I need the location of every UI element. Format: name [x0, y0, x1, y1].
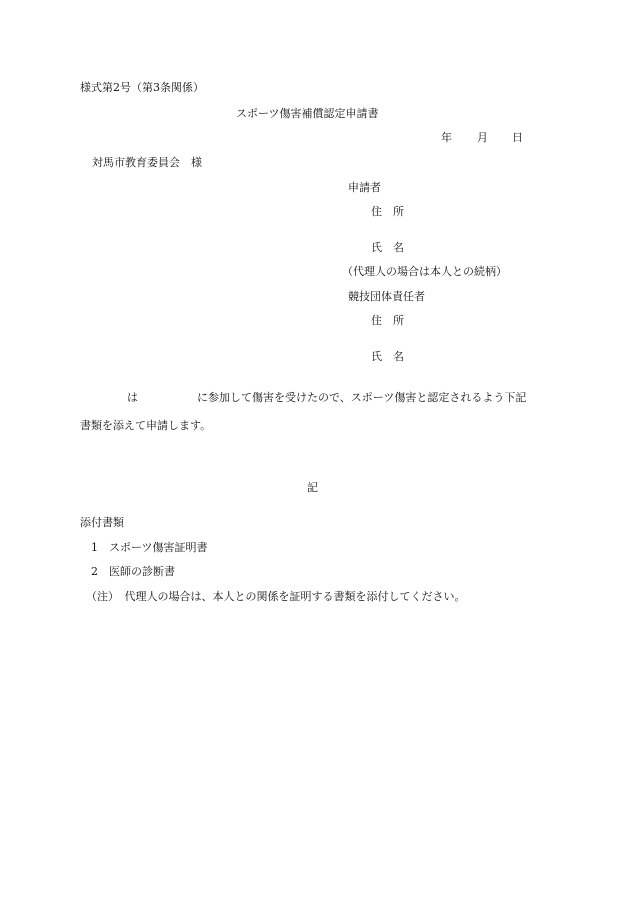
applicant-heading: 申請者 — [348, 181, 381, 194]
addressee: 対馬市教育委員会 様 — [92, 156, 202, 169]
organization-heading: 競技団体責任者 — [348, 290, 425, 303]
attachments-note: （注） 代理人の場合は、本人との関係を証明する書類を添付してください。 — [86, 590, 466, 603]
date-year-label: 年 — [441, 131, 452, 144]
form-title: スポーツ傷害補償認定申請書 — [236, 107, 379, 120]
date-day-label: 日 — [512, 131, 523, 144]
applicant-proxy-note: （代理人の場合は本人との続柄） — [342, 265, 507, 278]
attachment-item: 1 スポーツ傷害証明書 — [91, 541, 208, 554]
attachment-item: 2 医師の診断書 — [91, 565, 175, 578]
organization-address-label: 住 所 — [371, 314, 404, 327]
applicant-address-label: 住 所 — [371, 205, 404, 218]
body-line-2: 書類を添えて申請します。 — [80, 419, 212, 432]
date-month-label: 月 — [477, 131, 488, 144]
form-number: 様式第2号（第3条関係） — [80, 81, 204, 94]
body-line-1: に参加して傷害を受けたので、スポーツ傷害と認定されるよう下記 — [197, 391, 527, 404]
organization-name-label: 氏 名 — [371, 350, 404, 363]
attachments-heading: 添付書類 — [80, 516, 124, 529]
applicant-name-label: 氏 名 — [371, 241, 404, 254]
ki-heading: 記 — [307, 481, 318, 494]
body-particle-wa: は — [127, 391, 138, 404]
